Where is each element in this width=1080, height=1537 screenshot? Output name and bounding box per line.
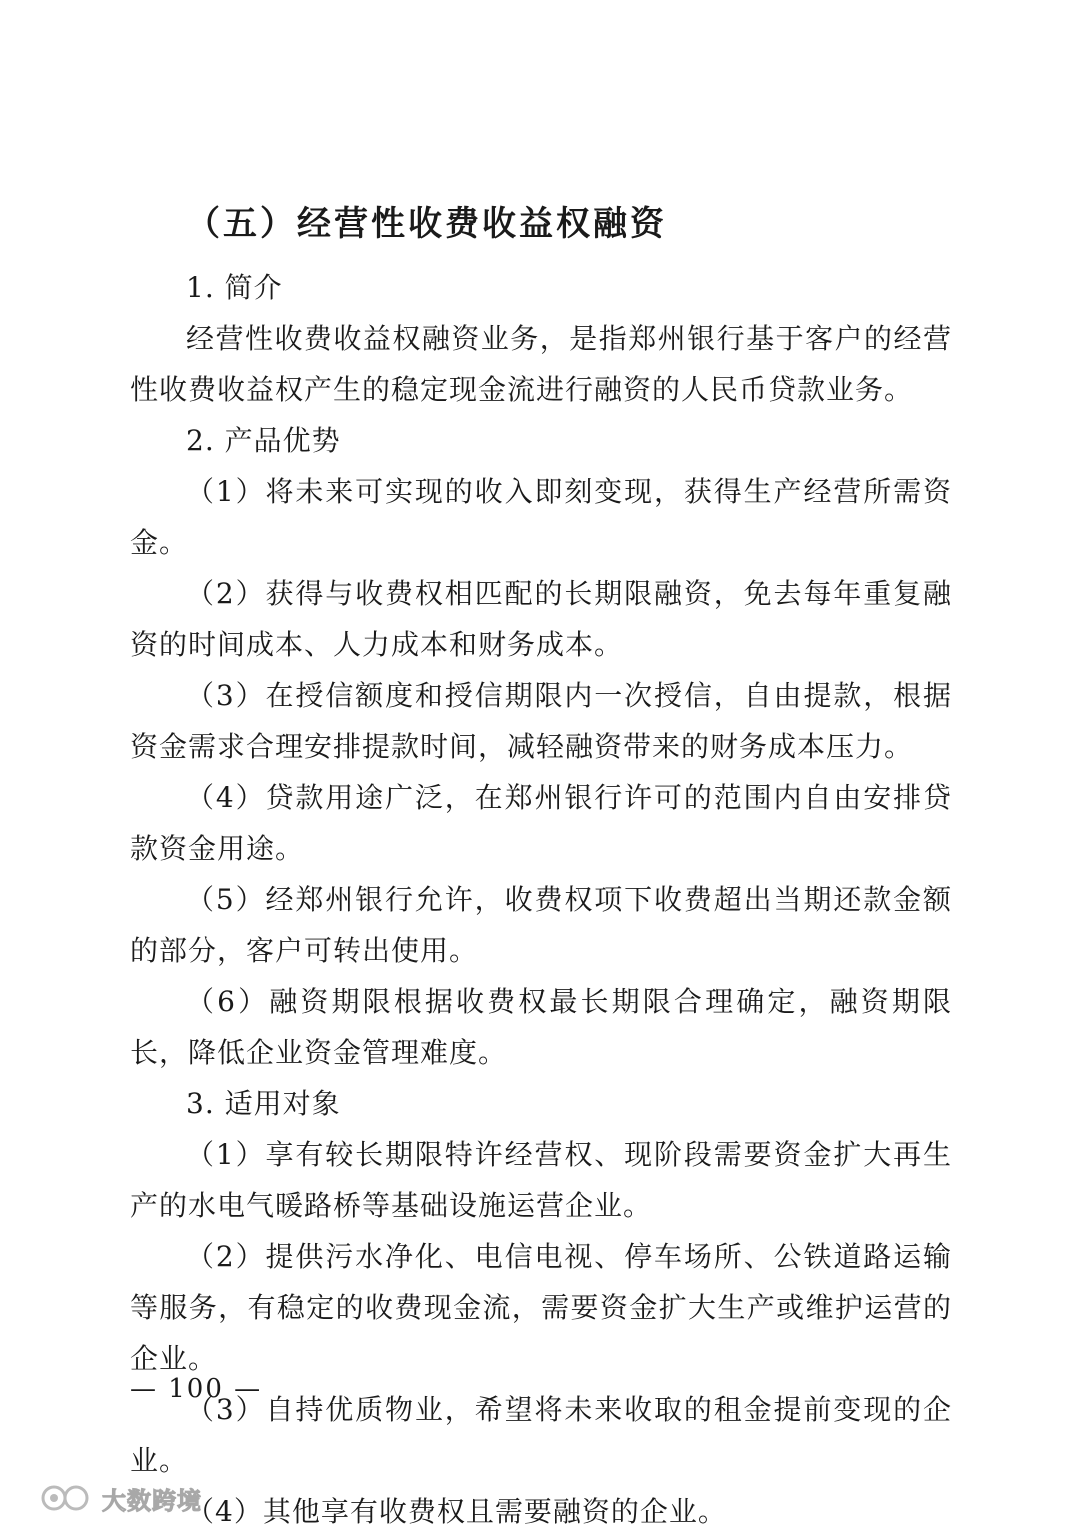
advantage-item-4: （4）贷款用途广泛，在郑州银行许可的范围内自由安排贷款资金用途。 [130,781,952,865]
applicable-item-1: （1）享有较长期限特许经营权、现阶段需要资金扩大再生产的水电气暖路桥等基础设施运营企业。 [130,1138,952,1222]
applicable-item-4: （4）其他享有收费权且需要融资的企业。 [186,1495,727,1528]
page-number: — 100 — [130,1374,263,1404]
heading-intro: 1. 简介 [186,271,283,304]
advantage-item-6: （6）融资期限根据收费权最长期限合理确定，融资期限长，降低企业资金管理难度。 [130,985,952,1069]
advantage-item-2: （2）获得与收费权相匹配的长期限融资，免去每年重复融资的时间成本、人力成本和财务成本。 [130,577,952,661]
watermark-text: 大数跨境 [102,1486,202,1515]
advantage-item-3: （3）在授信额度和授信期限内一次授信，自由提款，根据资金需求合理安排提款时间，减轻融资带来的财务成本压力。 [130,679,952,763]
body-text [130,262,952,1537]
heading-advantages: 2. 产品优势 [186,424,341,457]
advantage-item-1: （1）将未来可实现的收入即刻变现，获得生产经营所需资金。 [130,475,952,559]
applicable-item-3: （3）自持优质物业，希望将未来收取的租金提前变现的企业。 [130,1393,952,1477]
heading-applicable: 3. 适用对象 [186,1087,341,1120]
paragraph-intro: 经营性收费收益权融资业务，是指郑州银行基于客户的经营性收费收益权产生的稳定现金流进行融资的人民币贷款业务。 [130,322,952,406]
applicable-item-2: （2）提供污水净化、电信电视、停车场所、公铁道路运输等服务，有稳定的收费现金流，需要资金扩大生产或维护运营的企业。 [130,1240,952,1375]
brand-logo-icon [40,1483,92,1513]
watermark [40,1480,202,1516]
advantage-item-5: （5）经郑州银行允许，收费权项下收费超出当期还款金额的部分，客户可转出使用。 [130,883,952,967]
section-title: （五）经营性收费收益权融资 [186,204,667,244]
